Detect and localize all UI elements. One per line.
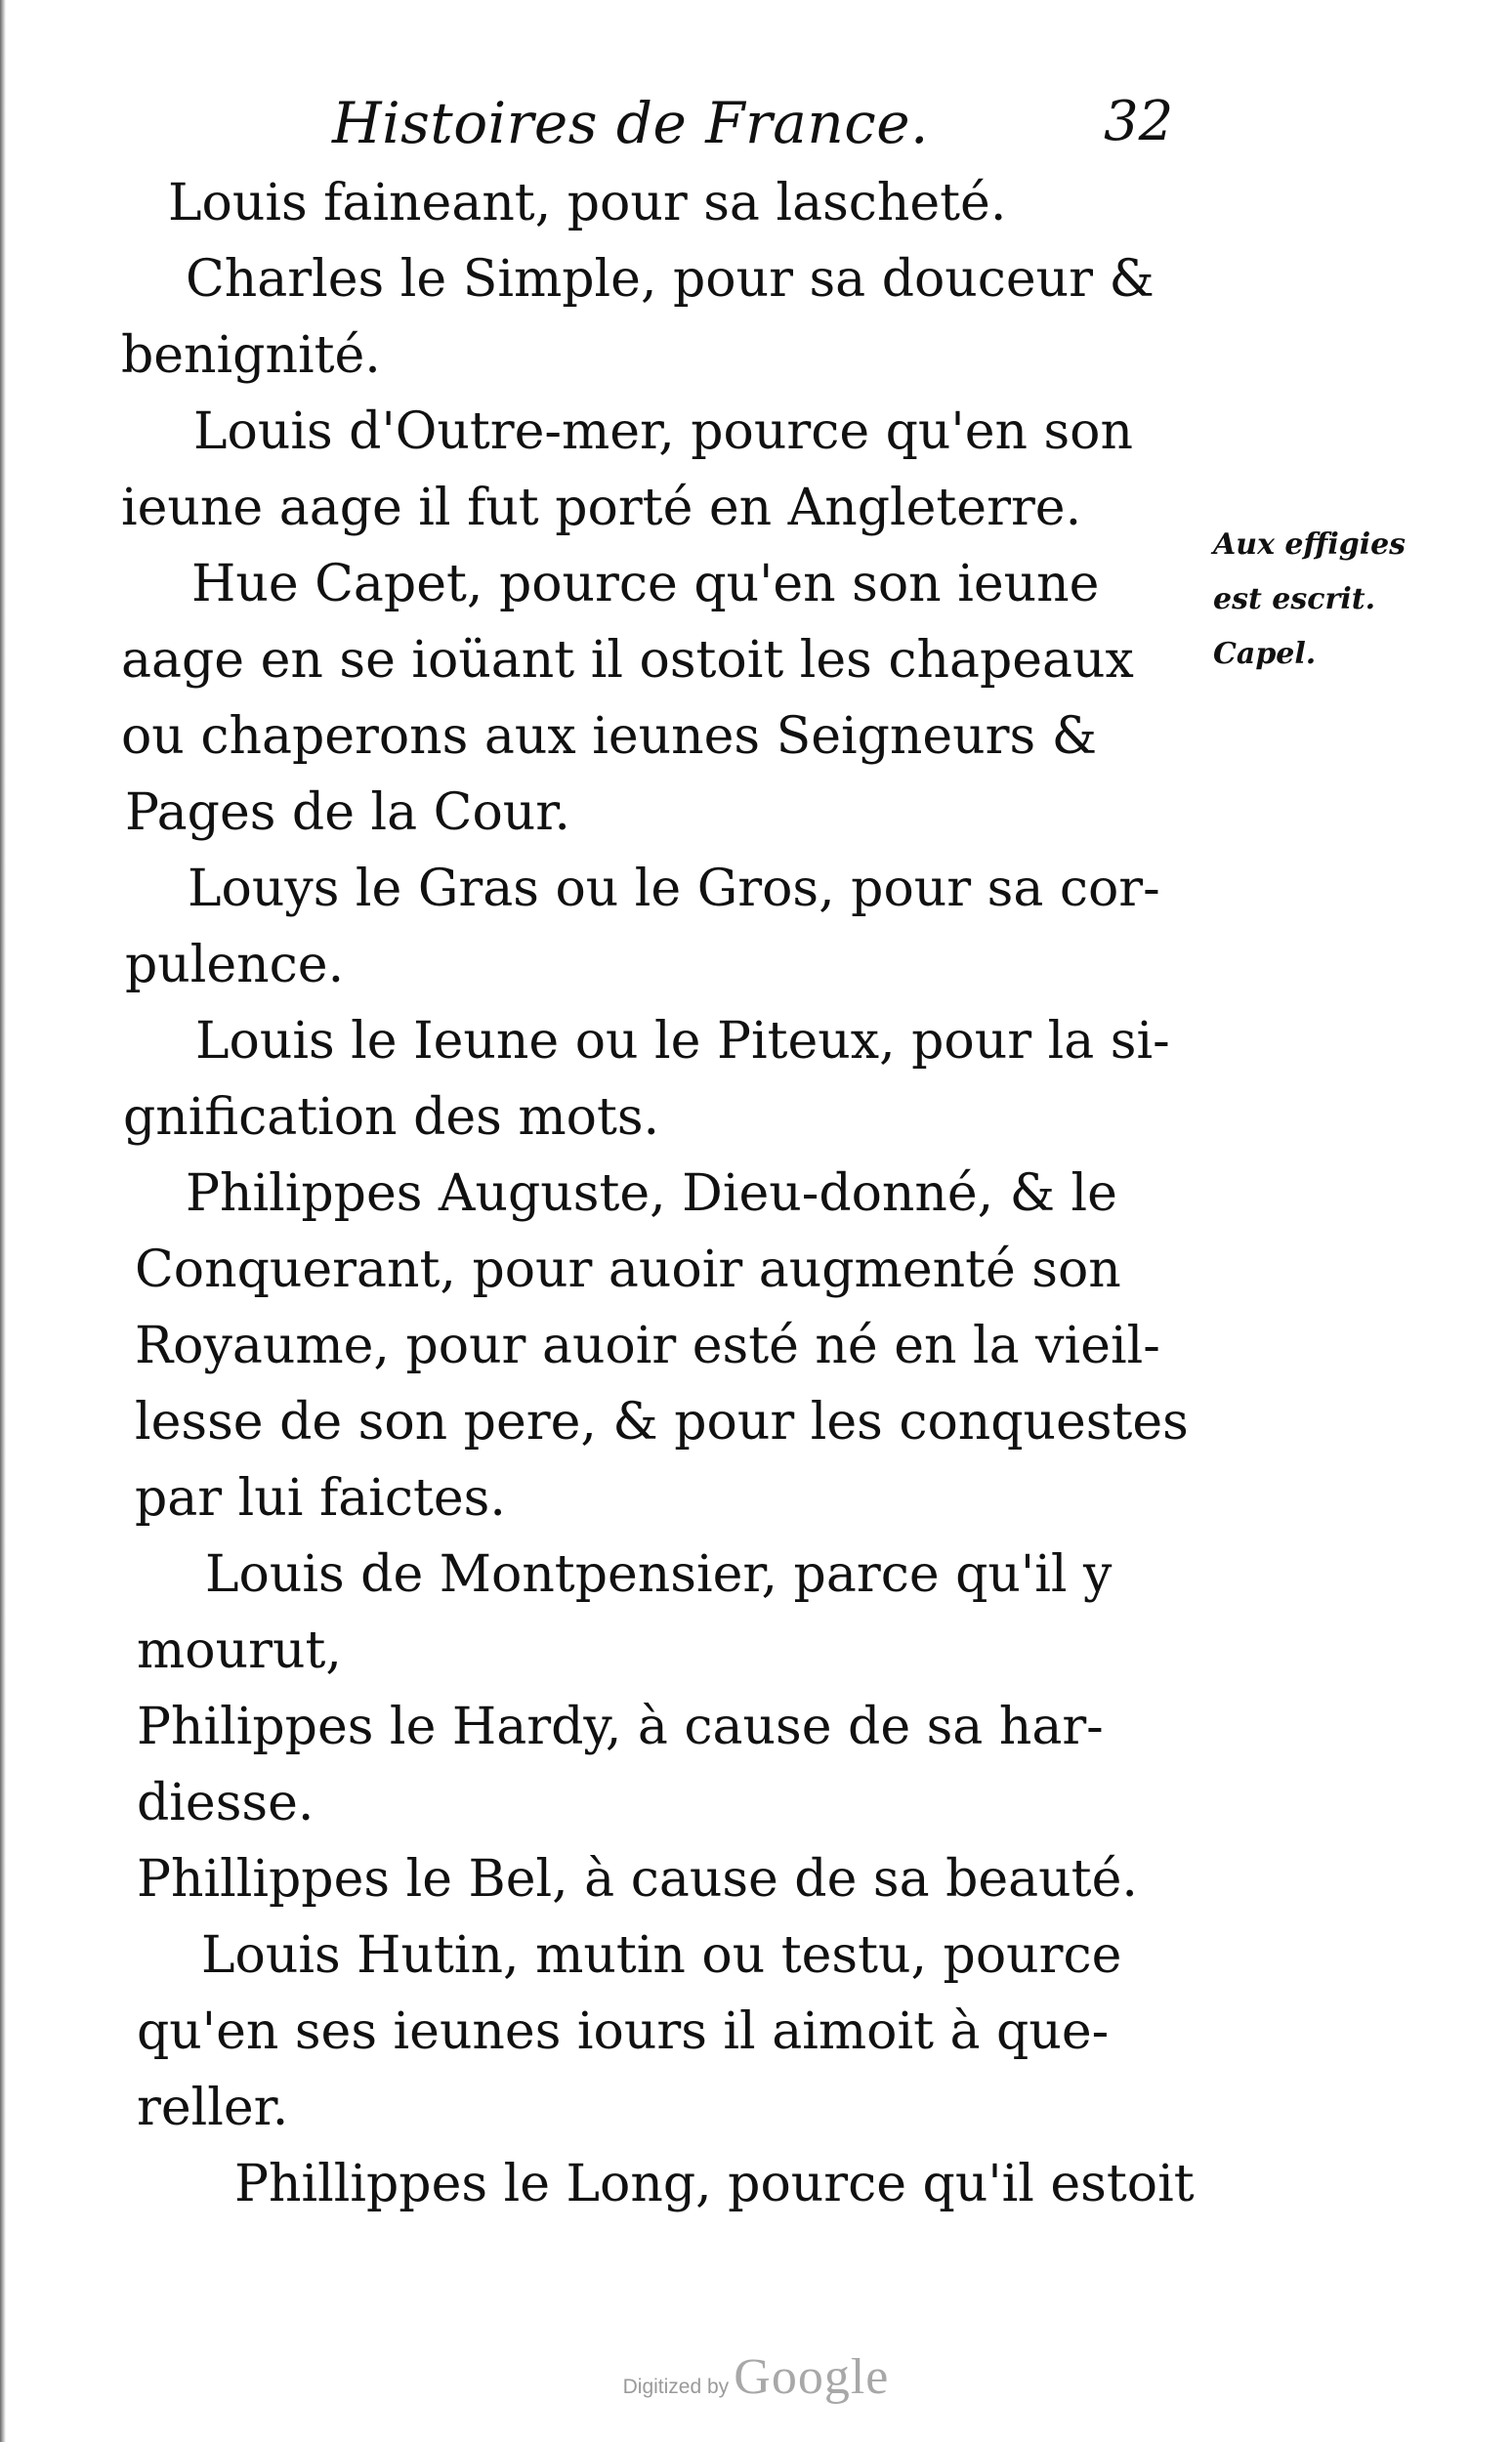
text-line: Phillippes le Bel, à cause de sa beauté. xyxy=(137,1850,1138,1909)
marginal-note-line: Capel. xyxy=(1213,637,1317,671)
text-line: ou chaperons aux ieunes Seigneurs & xyxy=(121,707,1098,766)
text-line: Louis de Montpensier, parce qu'il y xyxy=(205,1545,1113,1604)
text-line: gnification des mots. xyxy=(123,1088,660,1147)
digitized-credit xyxy=(0,2348,1512,2406)
text-line: Louis d'Outre-mer, pource qu'en son xyxy=(193,402,1133,461)
digitized-by-label: Digitized by xyxy=(622,2376,730,2398)
text-line: Philippes Auguste, Dieu-donné, & le xyxy=(186,1164,1117,1223)
text-line: benignité. xyxy=(121,326,381,385)
text-line: Louys le Gras ou le Gros, pour sa cor- xyxy=(188,860,1160,918)
text-line: Pages de la Cour. xyxy=(125,783,570,842)
marginal-note-line: est escrit. xyxy=(1213,582,1376,616)
text-line: mourut, xyxy=(137,1621,342,1680)
running-title: Histoires de France. xyxy=(332,90,929,156)
text-line: reller. xyxy=(137,2079,289,2137)
text-line: Louis faineant, pour sa lascheté. xyxy=(168,174,1007,232)
text-line: pulence. xyxy=(125,936,345,994)
text-line: Phillippes le Long, pource qu'il estoit xyxy=(234,2155,1195,2213)
text-line: par lui faictes. xyxy=(135,1469,506,1528)
text-line: Louis le Ieune ou le Piteux, pour la si- xyxy=(195,1012,1170,1071)
text-line: diesse. xyxy=(137,1774,315,1832)
text-line: ieune aage il fut porté en Angleterre. xyxy=(121,479,1082,537)
google-wordmark: Google xyxy=(734,2349,890,2405)
text-line: Hue Capet, pource qu'en son ieune xyxy=(191,555,1100,613)
text-line: Royaume, pour auoir esté né en la vieil- xyxy=(135,1317,1160,1375)
text-line: Louis Hutin, mutin ou testu, pource xyxy=(201,1926,1122,1985)
page-gutter-shadow xyxy=(0,0,6,2442)
text-line: Philippes le Hardy, à cause de sa har- xyxy=(137,1698,1104,1756)
page-number: 32 xyxy=(1104,90,1174,153)
marginal-note-line: Aux effigies xyxy=(1213,527,1407,562)
text-line: lesse de son pere, & pour les conquestes xyxy=(135,1393,1189,1452)
text-line: Conquerant, pour auoir augmenté son xyxy=(135,1241,1121,1299)
text-line: Charles le Simple, pour sa douceur & xyxy=(186,250,1155,309)
text-line: aage en se ioüant il ostoit les chapeaux xyxy=(121,631,1134,690)
text-line: qu'en ses ieunes iours il aimoit à que- xyxy=(137,2002,1110,2061)
